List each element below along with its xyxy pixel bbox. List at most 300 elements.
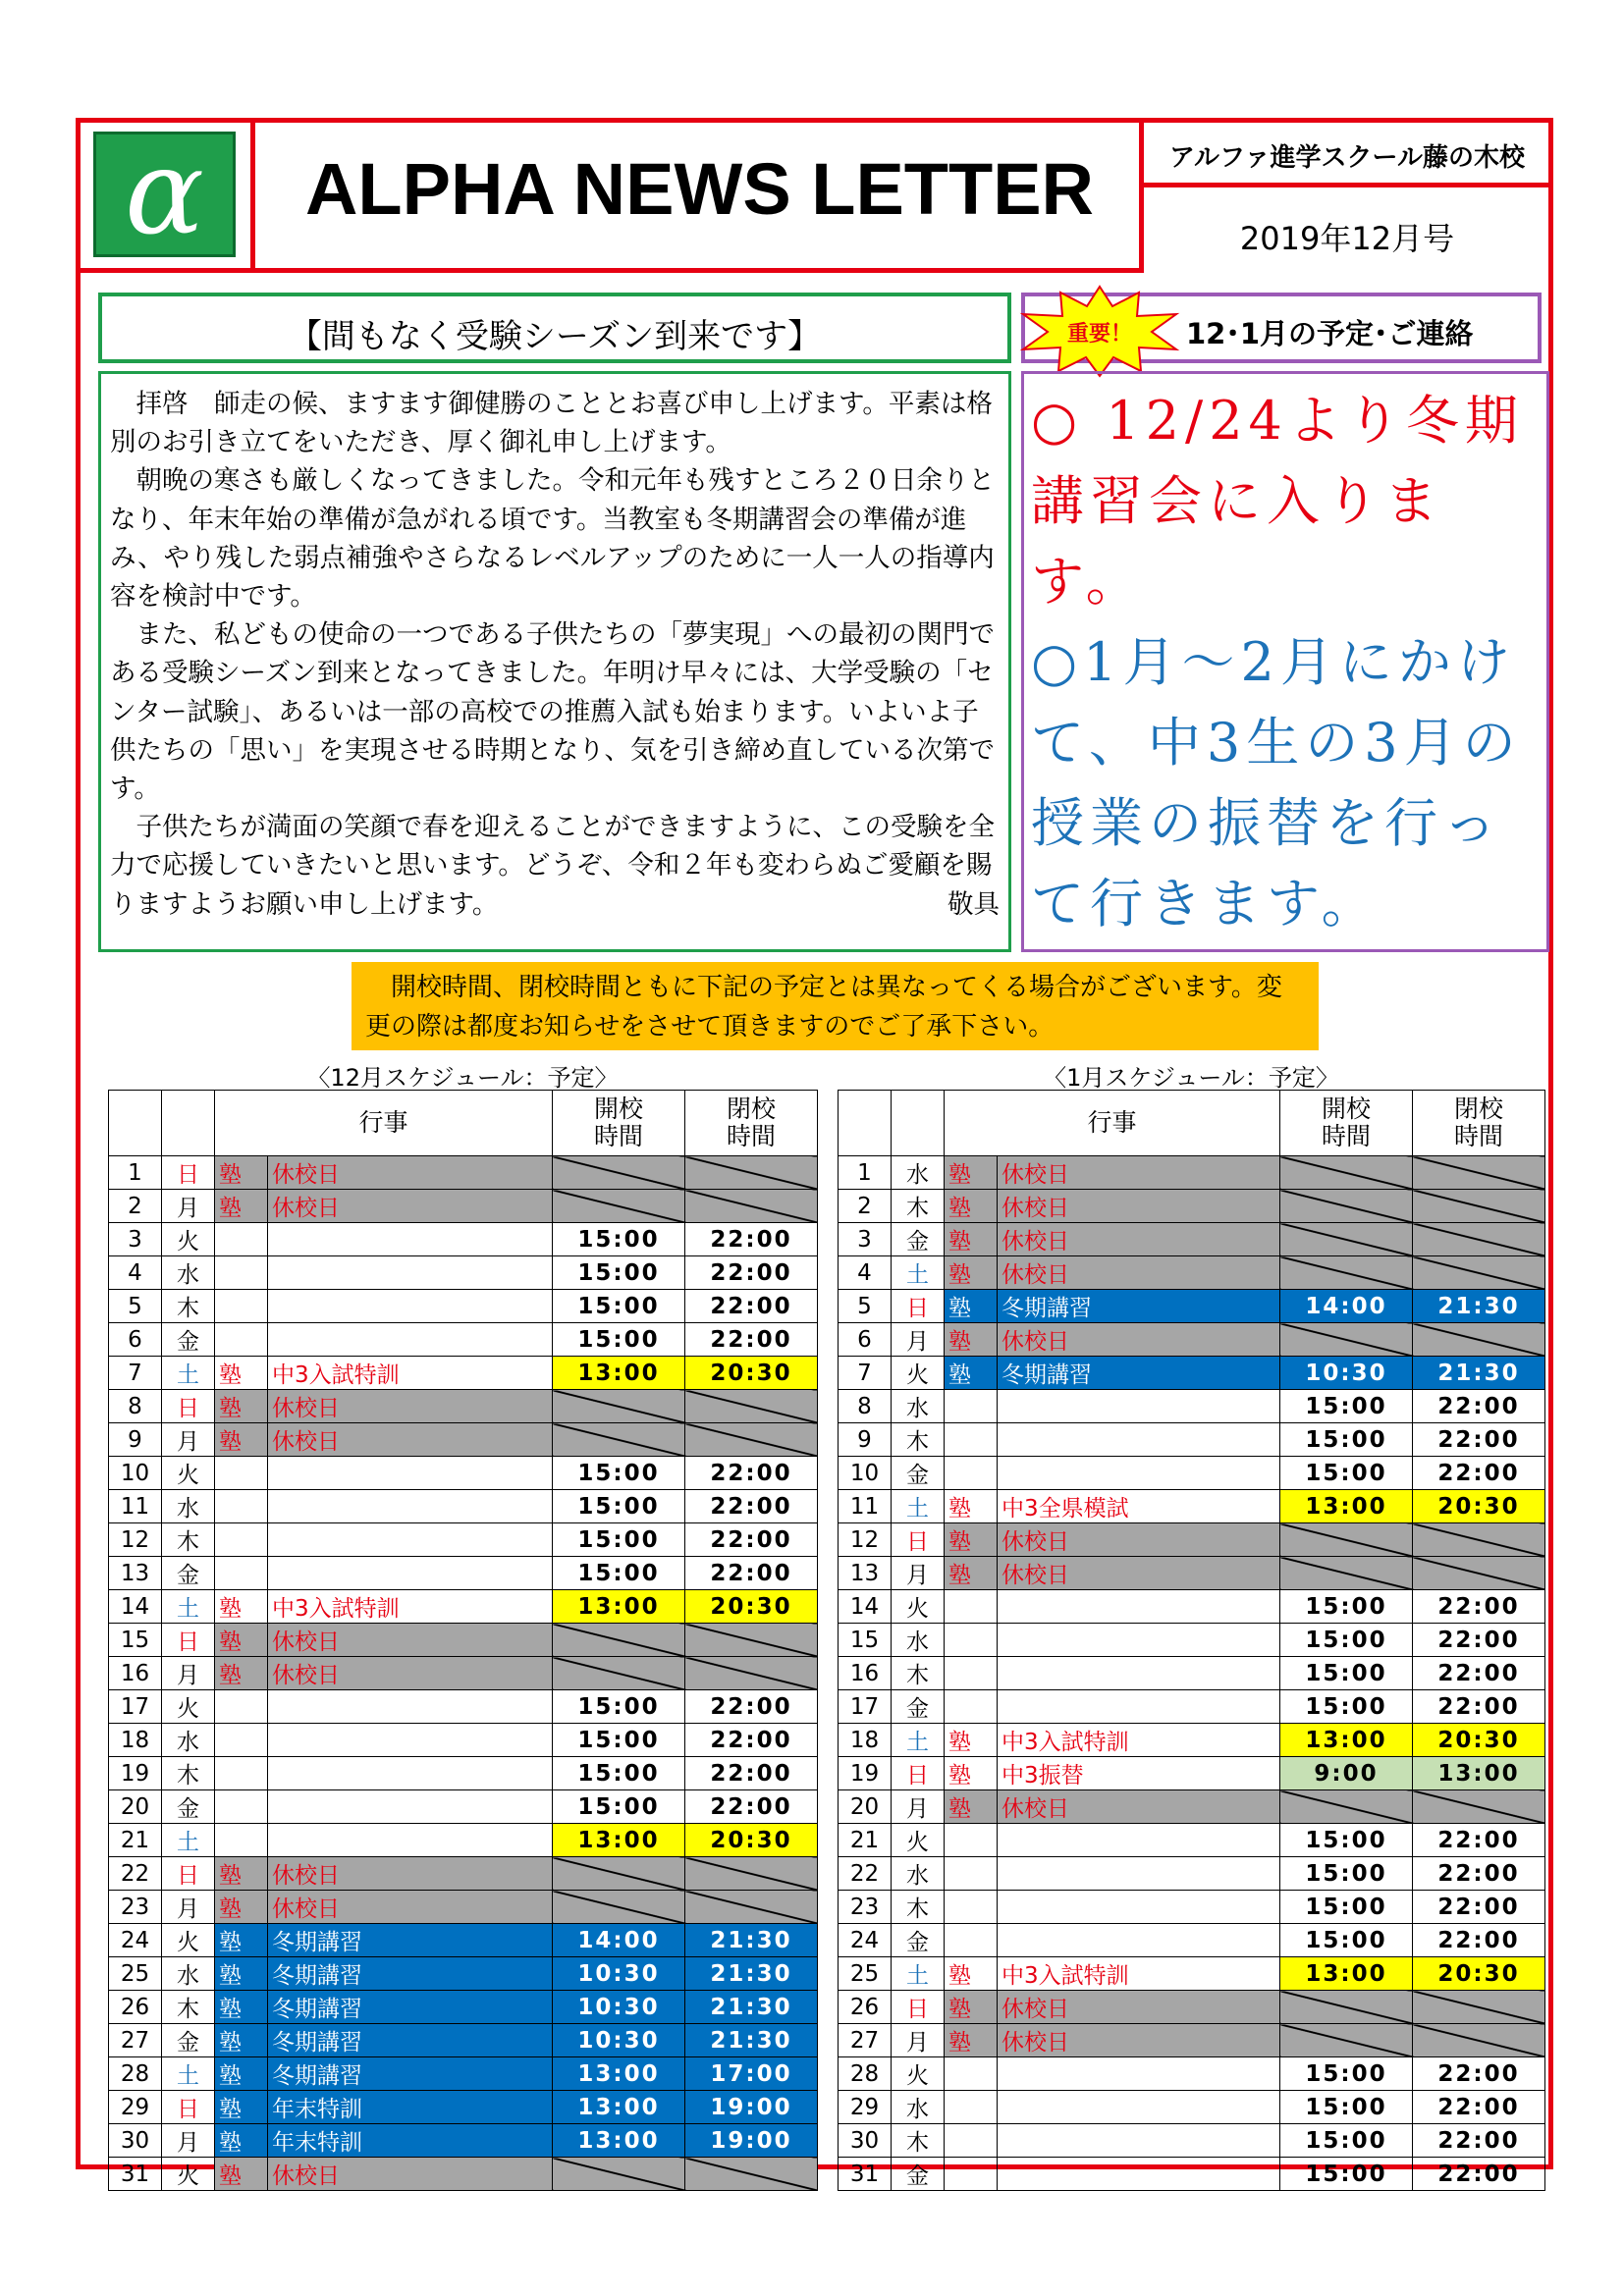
juku-cell: [945, 1624, 998, 1657]
event-cell: [998, 1390, 1280, 1423]
weekday-cell: 月: [892, 2024, 945, 2057]
juku-cell: 塾: [945, 1190, 998, 1223]
juku-cell: [945, 1857, 998, 1891]
weekday-cell: 金: [162, 1790, 215, 1824]
table-row: [109, 2091, 818, 2124]
close-time-cell: [685, 1423, 818, 1457]
event-cell: [268, 1457, 553, 1490]
juku-cell: [215, 1724, 268, 1757]
weekday-cell: 金: [162, 1557, 215, 1590]
event-cell: 休校日: [998, 1523, 1280, 1557]
juku-cell: 塾: [215, 1624, 268, 1657]
open-time-cell: 13:00: [553, 1357, 685, 1390]
weekday-cell: 木: [892, 1190, 945, 1223]
event-cell: [268, 1824, 553, 1857]
event-cell: 休校日: [268, 1891, 553, 1924]
event-cell: 休校日: [998, 1557, 1280, 1590]
juku-cell: 塾: [945, 1523, 998, 1557]
event-cell: [268, 1523, 553, 1557]
juku-cell: 塾: [215, 1857, 268, 1891]
open-time-cell: 13:00: [553, 1824, 685, 1857]
table-row: [109, 1390, 818, 1423]
day-cell: 25: [109, 1957, 162, 1991]
event-cell: 年末特訓: [268, 2091, 553, 2124]
open-time-cell: 15:00: [1280, 1590, 1413, 1624]
open-time-cell: [553, 2158, 685, 2191]
close-time-cell: 22:00: [1413, 1390, 1545, 1423]
day-cell: 7: [839, 1357, 892, 1390]
header-day: [839, 1091, 892, 1156]
weekday-cell: 土: [162, 1824, 215, 1857]
close-time-cell: [1413, 1523, 1545, 1557]
weekday-cell: 日: [892, 1991, 945, 2024]
open-time-cell: 15:00: [1280, 1857, 1413, 1891]
open-time-cell: 15:00: [1280, 1891, 1413, 1924]
juku-cell: [215, 1523, 268, 1557]
juku-cell: 塾: [945, 1991, 998, 2024]
juku-cell: 塾: [215, 1957, 268, 1991]
event-cell: 冬期講習: [268, 1924, 553, 1957]
weekday-cell: 土: [892, 1724, 945, 1757]
day-cell: 26: [839, 1991, 892, 2024]
weekday-cell: 金: [892, 1690, 945, 1724]
event-cell: [998, 1690, 1280, 1724]
open-time-cell: 15:00: [553, 1523, 685, 1557]
day-cell: 17: [109, 1690, 162, 1724]
weekday-cell: 水: [162, 1256, 215, 1290]
juku-cell: [945, 1824, 998, 1857]
juku-cell: [215, 1323, 268, 1357]
event-cell: [998, 1423, 1280, 1457]
open-time-cell: [1280, 1156, 1413, 1190]
open-time-cell: 15:00: [553, 1790, 685, 1824]
table-row: [839, 1390, 1545, 1423]
table-row: [839, 1757, 1545, 1790]
table-row: [109, 2024, 818, 2057]
event-cell: 中3振替: [998, 1757, 1280, 1790]
weekday-cell: 日: [892, 1290, 945, 1323]
close-time-cell: 22:00: [685, 1790, 818, 1824]
event-cell: 休校日: [268, 1156, 553, 1190]
letter-body: [110, 385, 1000, 924]
day-cell: 23: [839, 1891, 892, 1924]
day-cell: 7: [109, 1357, 162, 1390]
event-cell: [268, 1223, 553, 1256]
juku-cell: 塾: [945, 1290, 998, 1323]
event-cell: 休校日: [998, 1323, 1280, 1357]
header-day: [109, 1091, 162, 1156]
table-row: [109, 2057, 818, 2091]
open-time-cell: [1280, 2024, 1413, 2057]
juku-cell: 塾: [945, 1757, 998, 1790]
juku-cell: 塾: [945, 1223, 998, 1256]
table-row: [109, 1790, 818, 1824]
close-time-cell: 21:30: [1413, 1357, 1545, 1390]
table-row: [109, 1290, 818, 1323]
close-time-cell: [1413, 1991, 1545, 2024]
weekday-cell: 日: [162, 1857, 215, 1891]
table-row: [109, 1490, 818, 1523]
juku-cell: [215, 1557, 268, 1590]
weekday-cell: 日: [162, 2091, 215, 2124]
event-cell: 休校日: [268, 1423, 553, 1457]
table-row: [109, 1624, 818, 1657]
open-time-cell: 15:00: [553, 1724, 685, 1757]
juku-cell: 塾: [945, 1357, 998, 1390]
event-cell: [268, 1690, 553, 1724]
event-cell: 休校日: [268, 1390, 553, 1423]
table-row: [839, 1323, 1545, 1357]
event-cell: [998, 1657, 1280, 1690]
close-time-cell: 22:00: [1413, 1857, 1545, 1891]
event-cell: 冬期講習: [268, 2024, 553, 2057]
weekday-cell: 火: [162, 1690, 215, 1724]
day-cell: 11: [839, 1490, 892, 1523]
table-row: [839, 2158, 1545, 2191]
weekday-cell: 水: [892, 1857, 945, 1891]
weekday-cell: 日: [162, 1624, 215, 1657]
event-cell: [268, 1757, 553, 1790]
open-time-cell: 13:00: [1280, 1490, 1413, 1523]
juku-cell: [945, 1590, 998, 1624]
close-time-cell: [1413, 1190, 1545, 1223]
weekday-cell: 月: [892, 1557, 945, 1590]
day-cell: 14: [109, 1590, 162, 1624]
juku-cell: [945, 1657, 998, 1690]
close-time-cell: 19:00: [685, 2124, 818, 2158]
open-time-cell: [553, 1657, 685, 1690]
weekday-cell: 金: [892, 1457, 945, 1490]
event-cell: 冬期講習: [268, 1957, 553, 1991]
table-row: [109, 1924, 818, 1957]
juku-cell: [945, 2158, 998, 2191]
event-cell: 休校日: [998, 1991, 1280, 2024]
open-time-cell: 15:00: [553, 1323, 685, 1357]
day-cell: 30: [839, 2124, 892, 2158]
weekday-cell: 月: [162, 2124, 215, 2158]
open-time-cell: 15:00: [553, 1757, 685, 1790]
close-time-cell: 19:00: [685, 2091, 818, 2124]
event-cell: [268, 1490, 553, 1523]
notice-item-winter: ○ 12/24より冬期講習会に入ります。: [1031, 390, 1524, 613]
open-time-cell: 15:00: [1280, 1690, 1413, 1724]
open-time-cell: 10:30: [553, 1957, 685, 1991]
close-time-cell: 22:00: [685, 1256, 818, 1290]
weekday-cell: 土: [162, 2057, 215, 2091]
table-row: [109, 1523, 818, 1557]
close-time-cell: 20:30: [685, 1824, 818, 1857]
event-cell: 中3入試特訓: [998, 1724, 1280, 1757]
january-schedule-table: [838, 1090, 1545, 2191]
day-cell: 31: [839, 2158, 892, 2191]
event-cell: 冬期講習: [268, 1991, 553, 2024]
table-row: [839, 1891, 1545, 1924]
juku-cell: [215, 1256, 268, 1290]
weekday-cell: 木: [162, 1991, 215, 2024]
event-cell: [268, 1790, 553, 1824]
december-schedule-table: [108, 1090, 818, 2191]
open-time-cell: 15:00: [1280, 1423, 1413, 1457]
close-time-cell: [685, 1857, 818, 1891]
juku-cell: 塾: [215, 2124, 268, 2158]
open-time-cell: [553, 1190, 685, 1223]
close-time-cell: 22:00: [1413, 2124, 1545, 2158]
weekday-cell: 火: [892, 1590, 945, 1624]
juku-cell: 塾: [945, 1557, 998, 1590]
close-time-cell: 22:00: [1413, 1624, 1545, 1657]
open-time-cell: 15:00: [553, 1690, 685, 1724]
open-time-cell: 13:00: [553, 1590, 685, 1624]
juku-cell: 塾: [945, 1256, 998, 1290]
open-time-cell: 15:00: [1280, 1624, 1413, 1657]
table-row: [839, 1557, 1545, 1590]
close-time-cell: 20:30: [1413, 1957, 1545, 1991]
event-cell: [998, 1624, 1280, 1657]
notice-body: [1031, 381, 1542, 944]
letter-paragraph: [110, 808, 1000, 924]
day-cell: 25: [839, 1957, 892, 1991]
event-cell: 休校日: [998, 2024, 1280, 2057]
day-cell: 13: [839, 1557, 892, 1590]
table-row: [839, 1357, 1545, 1390]
open-time-cell: [1280, 1523, 1413, 1557]
juku-cell: 塾: [945, 1724, 998, 1757]
juku-cell: [945, 1423, 998, 1457]
table-row: [109, 1357, 818, 1390]
event-cell: 休校日: [268, 2158, 553, 2191]
table-row: [109, 1190, 818, 1223]
event-cell: [998, 1457, 1280, 1490]
open-time-cell: 15:00: [1280, 1824, 1413, 1857]
open-time-cell: [1280, 1256, 1413, 1290]
juku-cell: 塾: [945, 1790, 998, 1824]
close-time-cell: 20:30: [685, 1357, 818, 1390]
close-time-cell: 21:30: [685, 1991, 818, 2024]
juku-cell: 塾: [215, 1390, 268, 1423]
event-cell: [268, 1290, 553, 1323]
day-cell: 8: [109, 1390, 162, 1423]
table-row: [109, 1223, 818, 1256]
close-time-cell: 22:00: [685, 1557, 818, 1590]
day-cell: 27: [839, 2024, 892, 2057]
event-cell: 休校日: [268, 1624, 553, 1657]
weekday-cell: 木: [892, 1891, 945, 1924]
weekday-cell: 木: [892, 1657, 945, 1690]
juku-cell: 塾: [215, 1891, 268, 1924]
table-row: [109, 1757, 818, 1790]
open-time-cell: [553, 1857, 685, 1891]
day-cell: 16: [839, 1657, 892, 1690]
close-time-cell: [1413, 1256, 1545, 1290]
day-cell: 12: [109, 1523, 162, 1557]
table-row: [839, 1957, 1545, 1991]
event-cell: 休校日: [268, 1190, 553, 1223]
open-time-cell: [553, 1624, 685, 1657]
event-cell: 中3全県模試: [998, 1490, 1280, 1523]
open-time-cell: 13:00: [1280, 1724, 1413, 1757]
table-row: [109, 1991, 818, 2024]
close-time-cell: 22:00: [1413, 1657, 1545, 1690]
weekday-cell: 月: [892, 1323, 945, 1357]
table-row: [109, 1557, 818, 1590]
open-time-cell: 13:00: [553, 2057, 685, 2091]
day-cell: 26: [109, 1991, 162, 2024]
open-time-cell: 10:30: [553, 2024, 685, 2057]
close-time-cell: [685, 1891, 818, 1924]
open-time-cell: 15:00: [1280, 2124, 1413, 2158]
day-cell: 4: [839, 1256, 892, 1290]
letter-paragraph: 拝啓 師走の候、ますます御健勝のこととお喜び申し上げます。平素は格別のお引き立てをいただき、厚く御礼申し上げます。: [110, 389, 993, 458]
table-row: [109, 1857, 818, 1891]
close-time-cell: 21:30: [685, 1957, 818, 1991]
open-time-cell: [1280, 1557, 1413, 1590]
table-row: [839, 1290, 1545, 1323]
event-cell: 休校日: [998, 1223, 1280, 1256]
event-cell: [998, 2158, 1280, 2191]
letter-closing: 敬具: [947, 888, 1000, 920]
day-cell: 21: [839, 1824, 892, 1857]
weekday-cell: 火: [162, 1924, 215, 1957]
day-cell: 15: [109, 1624, 162, 1657]
weekday-cell: 水: [892, 1156, 945, 1190]
day-cell: 29: [839, 2091, 892, 2124]
open-time-cell: 15:00: [1280, 1657, 1413, 1690]
day-cell: 9: [839, 1423, 892, 1457]
open-time-cell: 10:30: [1280, 1357, 1413, 1390]
table-row: [839, 1256, 1545, 1290]
juku-cell: [215, 1290, 268, 1323]
event-cell: [998, 2124, 1280, 2158]
weekday-cell: 水: [162, 1724, 215, 1757]
day-cell: 19: [109, 1757, 162, 1790]
close-time-cell: 22:00: [685, 1457, 818, 1490]
event-cell: [998, 2091, 1280, 2124]
open-time-cell: 14:00: [1280, 1290, 1413, 1323]
december-caption: 〈12月スケジュール：予定〉: [306, 1064, 619, 1092]
close-time-cell: [1413, 1557, 1545, 1590]
day-cell: 4: [109, 1256, 162, 1290]
close-time-cell: 22:00: [685, 1290, 818, 1323]
open-time-cell: 15:00: [553, 1457, 685, 1490]
open-time-cell: [1280, 1991, 1413, 2024]
issue-date: 2019年12月号: [1239, 220, 1455, 257]
day-cell: 19: [839, 1757, 892, 1790]
juku-cell: [945, 1690, 998, 1724]
juku-cell: 塾: [215, 1991, 268, 2024]
weekday-cell: 日: [162, 1156, 215, 1190]
close-time-cell: 22:00: [1413, 1824, 1545, 1857]
juku-cell: 塾: [215, 1924, 268, 1957]
open-time-cell: 15:00: [1280, 2091, 1413, 2124]
juku-cell: [945, 2091, 998, 2124]
weekday-cell: 土: [892, 1957, 945, 1991]
close-time-cell: [685, 1624, 818, 1657]
juku-cell: 塾: [215, 2091, 268, 2124]
weekday-cell: 火: [892, 1357, 945, 1390]
table-row: [109, 1657, 818, 1690]
day-cell: 21: [109, 1824, 162, 1857]
event-cell: [268, 1256, 553, 1290]
weekday-cell: 木: [162, 1523, 215, 1557]
close-time-cell: [685, 1657, 818, 1690]
event-cell: [268, 1557, 553, 1590]
close-time-cell: [685, 2158, 818, 2191]
schedule-note: 開校時間、閉校時間ともに下記の予定とは異なってくる場合がございます。変更の際は都度お知らせをさせて頂きますのでご了承下さい。: [352, 962, 1319, 1050]
event-cell: 休校日: [268, 1857, 553, 1891]
close-time-cell: 22:00: [1413, 1891, 1545, 1924]
close-time-cell: 22:00: [685, 1323, 818, 1357]
day-cell: 18: [839, 1724, 892, 1757]
event-cell: [998, 1590, 1280, 1624]
juku-cell: [215, 1824, 268, 1857]
weekday-cell: 月: [162, 1891, 215, 1924]
close-time-cell: [685, 1190, 818, 1223]
event-cell: 休校日: [268, 1657, 553, 1690]
letter-paragraph-text: 子供たちが満面の笑顔で春を迎えることができますように、この受験を全力で応援していきたいと思います。どうぞ、令和２年も変わらぬご愛顧を賜りますようお願い申し上げます。: [110, 812, 995, 920]
day-cell: 1: [839, 1156, 892, 1190]
event-cell: 年末特訓: [268, 2124, 553, 2158]
day-cell: 23: [109, 1891, 162, 1924]
table-row: [839, 1223, 1545, 1256]
juku-cell: [215, 1790, 268, 1824]
event-cell: 休校日: [998, 1156, 1280, 1190]
close-time-cell: 20:30: [685, 1590, 818, 1624]
table-row: [109, 1423, 818, 1457]
weekday-cell: 金: [892, 1924, 945, 1957]
day-cell: 12: [839, 1523, 892, 1557]
header-weekday: [892, 1091, 945, 1156]
close-time-cell: 22:00: [685, 1223, 818, 1256]
close-time-cell: [1413, 1223, 1545, 1256]
close-time-cell: 21:30: [685, 2024, 818, 2057]
weekday-cell: 火: [892, 1824, 945, 1857]
close-time-cell: 22:00: [1413, 1690, 1545, 1724]
day-cell: 14: [839, 1590, 892, 1624]
open-time-cell: 15:00: [553, 1557, 685, 1590]
table-row: [839, 1490, 1545, 1523]
letter-heading: 【間もなく受験シーズン到来です】: [288, 317, 822, 356]
day-cell: 17: [839, 1690, 892, 1724]
day-cell: 1: [109, 1156, 162, 1190]
table-row: [839, 1991, 1545, 2024]
open-time-cell: [1280, 1190, 1413, 1223]
day-cell: 8: [839, 1390, 892, 1423]
open-time-cell: [1280, 1790, 1413, 1824]
day-cell: 9: [109, 1423, 162, 1457]
weekday-cell: 火: [892, 2057, 945, 2091]
event-cell: 冬期講習: [998, 1357, 1280, 1390]
juku-cell: [215, 1223, 268, 1256]
juku-cell: 塾: [215, 1590, 268, 1624]
weekday-cell: 金: [162, 1323, 215, 1357]
close-time-cell: 22:00: [1413, 2057, 1545, 2091]
table-row: [839, 1690, 1545, 1724]
close-time-cell: 20:30: [1413, 1490, 1545, 1523]
weekday-cell: 木: [892, 1423, 945, 1457]
close-time-cell: 22:00: [685, 1490, 818, 1523]
weekday-cell: 木: [892, 2124, 945, 2158]
event-cell: [268, 1724, 553, 1757]
day-cell: 22: [109, 1857, 162, 1891]
header-close: 閉校 時間: [685, 1091, 818, 1156]
day-cell: 22: [839, 1857, 892, 1891]
close-time-cell: 22:00: [685, 1724, 818, 1757]
alpha-logo: α: [93, 132, 236, 257]
open-time-cell: [553, 1891, 685, 1924]
weekday-cell: 日: [162, 1390, 215, 1423]
day-cell: 24: [839, 1924, 892, 1957]
weekday-cell: 水: [162, 1490, 215, 1523]
